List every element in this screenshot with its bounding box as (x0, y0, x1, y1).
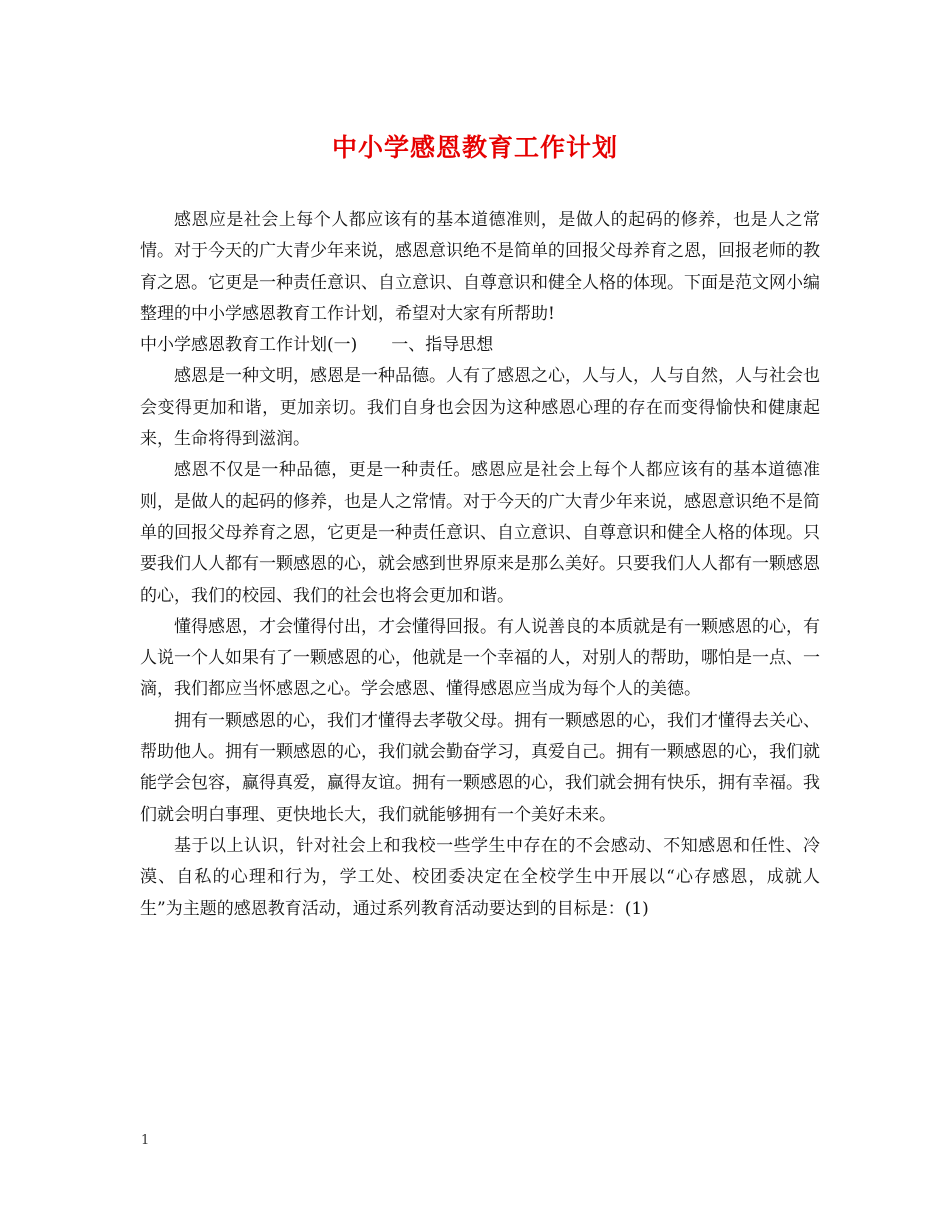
paragraph: 拥有一颗感恩的心，我们才懂得去孝敬父母。拥有一颗感恩的心，我们才懂得去关心、帮助他人。拥有一颗感恩的心，我们就会勤奋学习，真爱自己。拥有一颗感恩的心，我们就能学会包容，赢得真爱，赢得友谊。拥有一颗感恩的心，我们就会拥有快乐，拥有幸福。我们就会明白事理、更快地长大，我们就能够拥有一个美好未来。 (140, 710, 820, 825)
paragraph: 基于以上认识，针对社会上和我校一些学生中存在的不会感动、不知感恩和任性、冷漠、自私的心理和行为，学工处、校团委决定在全校学生中开展以“心存感恩，成就人生”为主题的感恩教育活动，通过系列教育活动要达到的目标是：(1) (140, 835, 820, 919)
section-heading: 中小学感恩教育工作计划(一) 一、指导思想 (140, 335, 494, 356)
paragraph-intro: 感恩应是社会上每个人都应该有的基本道德准则，是做人的起码的修养，也是人之常情。对于今天的广大青少年来说，感恩意识绝不是简单的回报父母养育之恩，回报老师的教育之恩。它更是一种责任意识、自立意识、自尊意识和健全人格的体现。下面是范文网小编整理的中小学感恩教育工作计划，希望对大家有所帮助! (140, 210, 820, 324)
paragraph: 感恩不仅是一种品德，更是一种责任。感恩应是社会上每个人都应该有的基本道德准则，是做人的起码的修养，也是人之常情。对于今天的广大青少年来说，感恩意识绝不是简单的回报父母养育之恩，它更是一种责任意识、自立意识、自尊意识和健全人格的体现。只要我们人人都有一颗感恩的心，就会感到世界原来是那么美好。只要我们人人都有一颗感恩的心，我们的校园、我们的社会也将会更加和谐。 (140, 460, 820, 606)
page-number: 1 (141, 1133, 150, 1148)
document-body (140, 205, 820, 925)
paragraph: 懂得感恩，才会懂得付出，才会懂得回报。有人说善良的本质就是有一颗感恩的心，有人说一个人如果有了一颗感恩的心，他就是一个幸福的人，对别人的帮助，哪怕是一点、一滴，我们都应当怀感恩之心。学会感恩、懂得感恩应当成为每个人的美德。 (140, 616, 820, 700)
document-title: 中小学感恩教育工作计划 (331, 133, 618, 162)
paragraph: 感恩是一种文明，感恩是一种品德。人有了感恩之心，人与人，人与自然，人与社会也会变得更加和谐，更加亲切。我们自身也会因为这种感恩心理的存在而变得愉快和健康起来，生命将得到滋润。 (140, 366, 820, 450)
